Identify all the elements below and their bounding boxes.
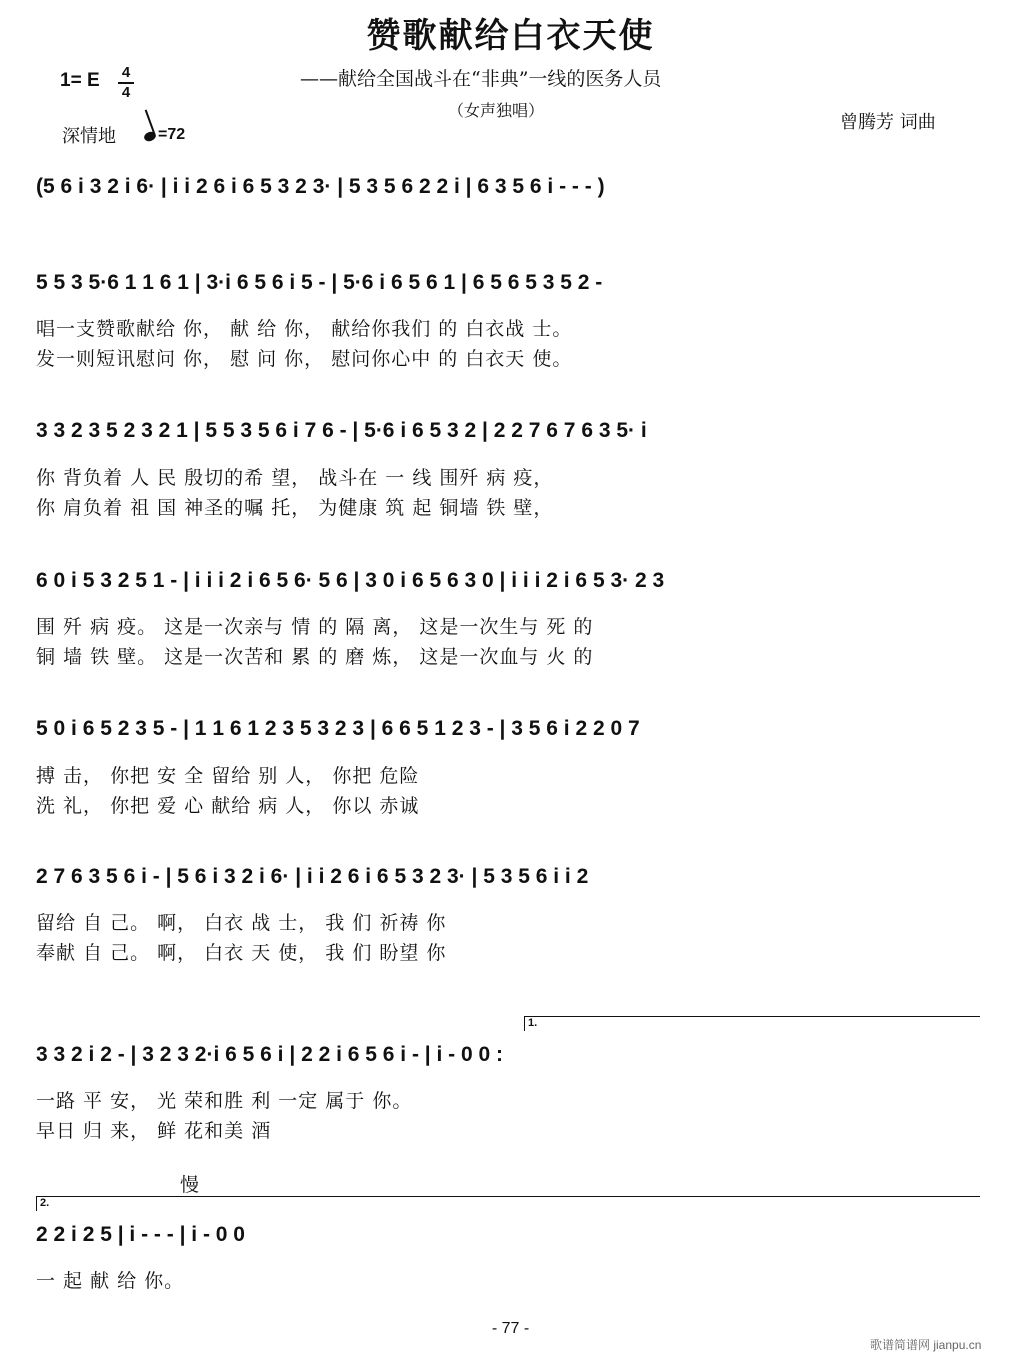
lyric-verse-1: 围 歼 病 疫。 这是一次亲与 情 的 隔 离， 这是一次生与 死 的 [36,616,594,638]
notation-line: 5 0 i 6 5 2 3 5 - | 1 1 6 1 2 3 5 3 2 3 | 6 6 5 1 2 3 - | 3 5 6 i 2 2 0 7 [36,717,640,740]
lyric-verse-1: 搏 击， 你把 安 全 留给 别 人， 你把 危险 [36,765,420,787]
notation-line: 6 0 i 5 3 2 5 1 - | i i i 2 i 6 5 6· 5 6 | 3 0 i 6 5 6 3 0 | i i i 2 i 6 5 3· 2 3 [36,569,665,592]
lyric-verse-2: 奉献 自 己。 啊， 白衣 天 使， 我 们 盼望 你 [36,942,447,964]
notation-line: 2 7 6 3 5 6 i - | 5 6 i 3 2 i 6· | i i 2 6 i 6 5 3 2 3· | 5 3 5 6 i i 2 [36,865,589,888]
meter-bottom: 4 [118,82,134,102]
lyric-verse-2: 你 肩负着 祖 国 神圣的嘱 托， 为健康 筑 起 铜墙 铁 壁， [36,497,554,519]
lyric-verse-1: 你 背负着 人 民 殷切的希 望， 战斗在 一 线 围歼 病 疫， [36,467,554,489]
lyric-verse-2: 早日 归 来， 鲜 花和美 酒 [36,1120,272,1142]
meter-top: 4 [121,64,131,81]
expression-marking: 深情地 [62,126,116,147]
tempo-value: =72 [158,126,186,143]
song-title: 赞歌献给白衣天使 [366,16,655,56]
lyric-verse-2: 洗 礼， 你把 爱 心 献给 病 人， 你以 赤诚 [36,795,420,817]
lyric-verse-1: 一 起 献 给 你。 [36,1270,185,1292]
quarter-note-icon [143,130,157,143]
notation-line: 3 3 2 3 5 2 3 2 1 | 5 5 3 5 6 i 7 6 - | 5·6 i 6 5 3 2 | 2 2 7 6 7 6 3 5· i [36,419,647,442]
watermark: 歌谱简谱网 jianpu.cn [870,1338,982,1352]
notation-line: (5 6 i 3 2 i 6· | i i 2 6 i 6 5 3 2 3· | 5 3 5 6 2 2 i | 6 3 5 6 i - - - ) [36,175,605,198]
lyric-verse-1: 留给 自 己。 啊， 白衣 战 士， 我 们 祈祷 你 [36,912,447,934]
lyric-verse-1: 一路 平 安， 光 荣和胜 利 一定 属于 你。 [36,1090,413,1112]
first-ending-bracket: 1. [524,1016,980,1031]
lyric-verse-1: 唱一支赞歌献给 你， 献 给 你， 献给你我们 的 白衣战 士。 [36,318,573,340]
notation-line: 3 3 2 i 2 - | 3 2 3 2·i 6 5 6 i | 2 2 i 6 5 6 i - | i - 0 0 : [36,1043,504,1066]
lyric-verse-2: 铜 墙 铁 壁。 这是一次苦和 累 的 磨 炼， 这是一次血与 火 的 [36,646,594,668]
lyric-verse-2: 发一则短讯慰问 你， 慰 问 你， 慰问你心中 的 白衣天 使。 [36,348,573,370]
notation-line: 5 5 3 5·6 1 1 6 1 | 3·i 6 5 6 i 5 - | 5·6 i 6 5 6 1 | 6 5 6 5 3 5 2 - [36,271,603,294]
author-credit: 曾腾芳 词曲 [840,112,936,133]
tempo-marking [144,126,185,144]
page-number: - 77 - [491,1320,530,1337]
tempo-change-marking: 慢 [180,1174,200,1196]
second-ending-bracket: 2. [36,1196,980,1211]
time-signature [118,64,134,102]
notation-line: 2 2 i 2 5 | i - - - | i - 0 0 [36,1223,245,1246]
dedication-subtitle: ——献给全国战斗在“非典”一线的医务人员 [300,68,662,90]
key-signature: 1= E [60,70,100,91]
voice-type: （女声独唱） [448,101,545,120]
